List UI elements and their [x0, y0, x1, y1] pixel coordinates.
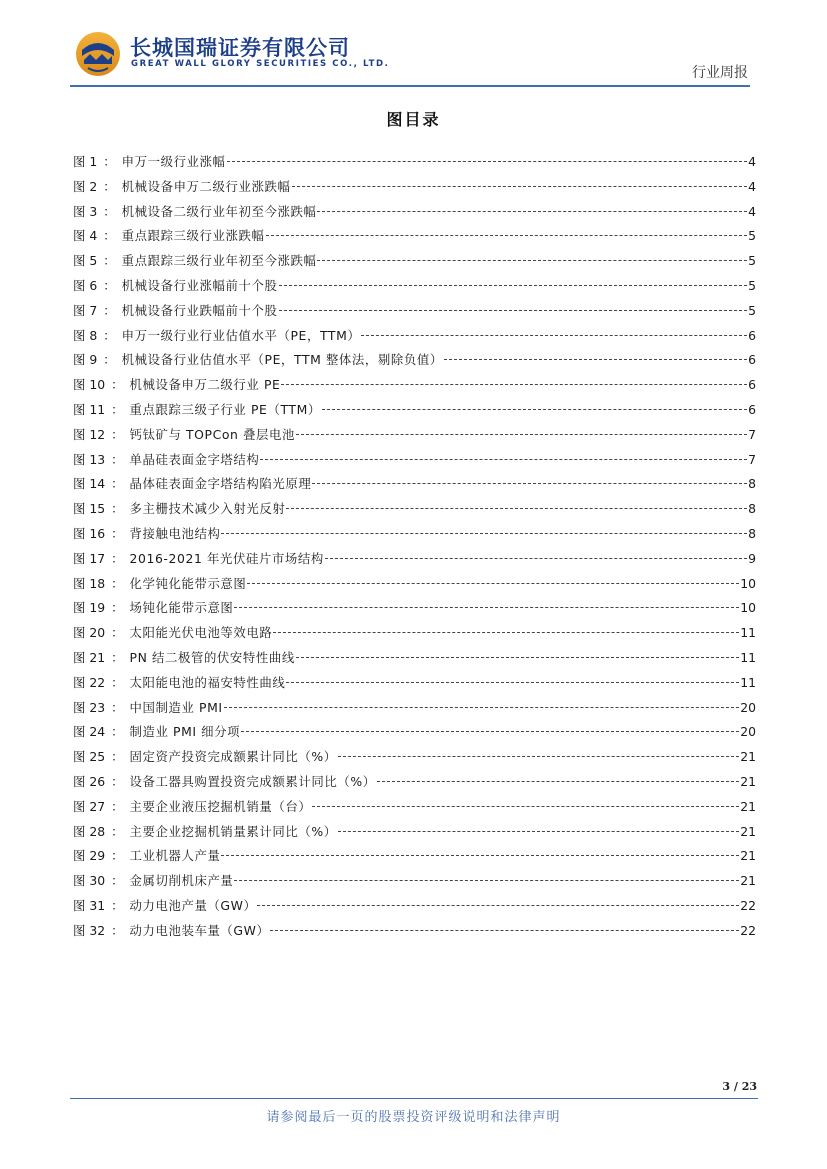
toc-dot-leader [257, 905, 739, 906]
toc-figure-number: 图 24 [73, 724, 106, 740]
toc-figure-number: 图 28 [73, 823, 106, 839]
toc-figure-number: 图 3 [73, 203, 98, 219]
toc-separator: ： [103, 203, 116, 219]
toc-figure-title: 机械设备行业估值水平（PE，TTM 整体法，剔除负值） [121, 352, 443, 368]
toc-separator: ： [111, 476, 124, 492]
toc-page-number: 21 [740, 773, 756, 789]
toc-page-number: 4 [748, 203, 756, 219]
toc-figure-title: 主要企业液压挖掘机销量（台） [129, 798, 312, 814]
toc-entry[interactable] [73, 896, 756, 921]
toc-page-number: 4 [748, 178, 756, 194]
toc-dot-leader [286, 508, 747, 509]
company-name-cn: 长城国瑞证券有限公司 [130, 36, 350, 60]
toc-separator: ： [111, 699, 124, 715]
toc-entry[interactable] [73, 276, 756, 301]
footer-divider [70, 1098, 758, 1099]
toc-dot-leader [361, 335, 747, 336]
toc-figure-number: 图 27 [73, 798, 106, 814]
toc-dot-leader [227, 161, 748, 162]
toc-figure-title: 申万一级行业涨幅 [121, 154, 226, 169]
toc-page-number: 10 [740, 600, 756, 616]
toc-page-number: 10 [740, 575, 756, 591]
toc-entry[interactable] [73, 722, 756, 747]
toc-dot-leader [377, 781, 740, 782]
toc-figure-title: 太阳能光伏电池等效电路 [129, 625, 273, 641]
toc-figure-number: 图 14 [73, 476, 106, 492]
toc-entry[interactable] [73, 822, 756, 847]
toc-separator: ： [103, 228, 116, 244]
toc-entry[interactable] [73, 673, 756, 698]
toc-dot-leader [444, 359, 747, 360]
toc-entry[interactable] [73, 871, 756, 896]
toc-page-number: 11 [740, 625, 756, 641]
toc-entry[interactable] [73, 499, 756, 524]
toc-entry[interactable] [73, 623, 756, 648]
toc-entry[interactable] [73, 921, 756, 946]
toc-page-number: 11 [740, 674, 756, 690]
toc-page-number: 21 [740, 823, 756, 839]
toc-figure-number: 图 10 [73, 377, 106, 393]
toc-entry[interactable] [73, 450, 756, 475]
toc-separator: ： [111, 525, 124, 541]
toc-entry[interactable] [73, 251, 756, 276]
toc-entry[interactable] [73, 747, 756, 772]
toc-dot-leader [234, 880, 739, 881]
toc-figure-number: 图 19 [73, 600, 106, 616]
toc-figure-title: 动力电池产量（GW） [129, 897, 257, 913]
toc-figure-title: 设备工器具购置投资完成额累计同比（%） [129, 773, 376, 789]
toc-separator: ： [103, 154, 116, 169]
toc-page-number: 20 [740, 724, 756, 740]
toc-dot-leader [270, 930, 739, 931]
toc-figure-title: 2016-2021 年光伏硅片市场结构 [129, 550, 324, 566]
toc-figure-number: 图 22 [73, 674, 106, 690]
toc-figure-title: 主要企业挖掘机销量累计同比（%） [129, 823, 337, 839]
toc-separator: ： [103, 302, 116, 318]
toc-page-number: 6 [748, 327, 756, 343]
toc-dot-leader [296, 434, 747, 435]
toc-figure-title: 机械设备二级行业年初至今涨跌幅 [121, 203, 317, 219]
toc-separator: ： [111, 724, 124, 740]
toc-figure-title: 机械设备申万二级行业 PE [129, 377, 281, 393]
toc-separator: ： [111, 873, 124, 889]
toc-page-number: 5 [748, 277, 756, 293]
toc-figure-number: 图 1 [73, 154, 98, 169]
toc-page-number: 21 [740, 873, 756, 889]
toc-separator: ： [111, 575, 124, 591]
toc-figure-title: 固定资产投资完成额累计同比（%） [129, 749, 337, 765]
report-type-label: 行业周报 [692, 65, 748, 81]
toc-figure-number: 图 23 [73, 699, 106, 715]
toc-figure-title: 背接触电池结构 [129, 525, 221, 541]
page-header [0, 0, 827, 92]
toc-title: 图目录 [386, 110, 441, 129]
toc-entry[interactable] [73, 375, 756, 400]
toc-figure-number: 图 20 [73, 625, 106, 641]
toc-figure-title: 多主栅技术减少入射光反射 [129, 501, 286, 517]
toc-dot-leader [286, 682, 739, 683]
toc-figure-number: 图 16 [73, 525, 106, 541]
toc-separator: ： [111, 401, 124, 417]
toc-figure-number: 图 11 [73, 401, 106, 417]
toc-figure-title: PN 结二极管的伏安特性曲线 [129, 649, 295, 665]
toc-entry[interactable] [73, 400, 756, 425]
toc-figure-title: 金属切削机床产量 [129, 873, 234, 889]
toc-page-number: 8 [748, 476, 756, 492]
page-number: 3 / 23 [722, 1080, 757, 1093]
toc-figure-title: 动力电池装车量（GW） [129, 922, 270, 938]
toc-dot-leader [312, 806, 739, 807]
toc-entry[interactable] [73, 648, 756, 673]
toc-dot-leader [296, 657, 739, 658]
toc-dot-leader [322, 409, 747, 410]
toc-separator: ： [103, 253, 116, 269]
toc-dot-leader [317, 260, 747, 261]
toc-separator: ： [103, 178, 116, 194]
toc-page-number: 6 [748, 401, 756, 417]
toc-figure-title: 重点跟踪三级子行业 PE（TTM） [129, 401, 321, 417]
toc-separator: ： [111, 501, 124, 517]
toc-entry[interactable] [73, 797, 756, 822]
toc-separator: ： [111, 773, 124, 789]
toc-entry[interactable] [73, 301, 756, 326]
toc-entry[interactable] [73, 549, 756, 574]
toc-dot-leader [266, 235, 748, 236]
toc-dot-leader [338, 756, 739, 757]
toc-page-number: 5 [748, 253, 756, 269]
toc-separator: ： [111, 377, 124, 393]
toc-figure-number: 图 9 [73, 352, 98, 368]
toc-figure-title: 重点跟踪三级行业涨跌幅 [121, 228, 265, 244]
toc-dot-leader [317, 211, 747, 212]
toc-figure-title: 中国制造业 PMI [129, 699, 223, 715]
toc-separator: ： [111, 649, 124, 665]
toc-page-number: 8 [748, 501, 756, 517]
toc-figure-number: 图 31 [73, 897, 106, 913]
toc-page-number: 21 [740, 848, 756, 864]
toc-entry[interactable] [73, 846, 756, 871]
toc-dot-leader [279, 310, 748, 311]
toc-figure-title: 场钝化能带示意图 [129, 600, 234, 616]
toc-dot-leader [292, 186, 748, 187]
toc-figure-title: 晶体硅表面金字塔结构陷光原理 [129, 476, 312, 492]
toc-dot-leader [281, 384, 747, 385]
toc-page-number: 11 [740, 649, 756, 665]
toc-separator: ： [111, 600, 124, 616]
toc-entry[interactable] [73, 152, 756, 177]
toc-page-number: 22 [740, 897, 756, 913]
toc-separator: ： [111, 823, 124, 839]
toc-figure-number: 图 5 [73, 253, 98, 269]
toc-entry[interactable] [73, 574, 756, 599]
company-name-en: GREAT WALL GLORY SECURITIES CO., LTD. [131, 59, 390, 69]
toc-page-number: 21 [740, 749, 756, 765]
toc-entry[interactable] [73, 326, 756, 351]
toc-separator: ： [103, 327, 116, 343]
toc-figure-number: 图 30 [73, 873, 106, 889]
toc-figure-number: 图 6 [73, 277, 98, 293]
toc-separator: ： [111, 550, 124, 566]
toc-figure-number: 图 29 [73, 848, 106, 864]
toc-figure-title: 太阳能电池的福安特性曲线 [129, 674, 286, 690]
toc-page-number: 22 [740, 922, 756, 938]
toc-figure-title: 重点跟踪三级行业年初至今涨跌幅 [121, 253, 317, 269]
toc-separator: ： [111, 848, 124, 864]
toc-figure-title: 工业机器人产量 [129, 848, 221, 864]
toc-entry[interactable] [73, 474, 756, 499]
toc-entry[interactable] [73, 202, 756, 227]
toc-figure-title: 制造业 PMI 细分项 [129, 724, 241, 740]
toc-figure-number: 图 18 [73, 575, 106, 591]
toc-figure-number: 图 4 [73, 228, 98, 244]
toc-dot-leader [260, 459, 747, 460]
toc-entry[interactable] [73, 698, 756, 723]
toc-page-number: 9 [748, 550, 756, 566]
toc-page-number: 7 [748, 426, 756, 442]
toc-dot-leader [247, 583, 739, 584]
toc-entry[interactable] [73, 772, 756, 797]
toc-entry[interactable] [73, 350, 756, 375]
toc-separator: ： [111, 674, 124, 690]
toc-separator: ： [111, 426, 124, 442]
toc-dot-leader [221, 533, 747, 534]
toc-separator: ： [111, 922, 124, 938]
toc-dot-leader [273, 632, 739, 633]
toc-entry[interactable] [73, 177, 756, 202]
toc-figure-title: 申万一级行业行业估值水平（PE，TTM） [121, 327, 361, 343]
toc-separator: ： [111, 749, 124, 765]
toc-dot-leader [221, 855, 739, 856]
toc-page-number: 4 [748, 154, 756, 169]
toc-figure-number: 图 7 [73, 302, 98, 318]
toc-figure-title: 钙钛矿与 TOPCon 叠层电池 [129, 426, 295, 442]
toc-page-number: 6 [748, 352, 756, 368]
toc-figure-number: 图 12 [73, 426, 106, 442]
toc-separator: ： [111, 798, 124, 814]
toc-dot-leader [234, 607, 739, 608]
toc-separator: ： [103, 277, 116, 293]
toc-entry[interactable] [73, 524, 756, 549]
toc-figure-number: 图 21 [73, 649, 106, 665]
toc-figure-title: 化学钝化能带示意图 [129, 575, 247, 591]
toc-figure-number: 图 26 [73, 773, 106, 789]
toc-page-number: 20 [740, 699, 756, 715]
legal-disclaimer-link[interactable]: 请参阅最后一页的股票投资评级说明和法律声明 [266, 1110, 561, 1125]
toc-page-number: 5 [748, 228, 756, 244]
toc-figure-number: 图 8 [73, 327, 98, 343]
toc-page-number: 7 [748, 451, 756, 467]
toc-figure-title: 机械设备行业跌幅前十个股 [121, 302, 278, 318]
toc-figure-number: 图 32 [73, 922, 106, 938]
toc-dot-leader [338, 831, 739, 832]
toc-figure-number: 图 25 [73, 749, 106, 765]
toc-figure-number: 图 15 [73, 501, 106, 517]
header-divider [70, 85, 750, 87]
toc-figure-title: 机械设备行业涨幅前十个股 [121, 277, 278, 293]
toc-figure-title: 单晶硅表面金字塔结构 [129, 451, 260, 467]
toc-dot-leader [279, 285, 748, 286]
toc-page-number: 8 [748, 525, 756, 541]
toc-dot-leader [241, 731, 739, 732]
toc-figure-number: 图 2 [73, 178, 98, 194]
toc-figure-number: 图 13 [73, 451, 106, 467]
toc-separator: ： [111, 451, 124, 467]
great-wall-globe-logo-icon [74, 30, 122, 78]
toc-separator: ： [111, 897, 124, 913]
toc-entry[interactable] [73, 425, 756, 450]
toc-separator: ： [111, 625, 124, 641]
toc-dot-leader [224, 707, 740, 708]
toc-page-number: 5 [748, 302, 756, 318]
toc-dot-leader [312, 483, 747, 484]
toc-separator: ： [103, 352, 116, 368]
toc-figure-title: 机械设备申万二级行业涨跌幅 [121, 178, 291, 194]
figure-table-of-contents [73, 152, 756, 946]
toc-page-number: 6 [748, 377, 756, 393]
toc-dot-leader [325, 558, 747, 559]
toc-entry[interactable] [73, 226, 756, 251]
toc-page-number: 21 [740, 798, 756, 814]
toc-entry[interactable] [73, 598, 756, 623]
toc-figure-number: 图 17 [73, 550, 106, 566]
